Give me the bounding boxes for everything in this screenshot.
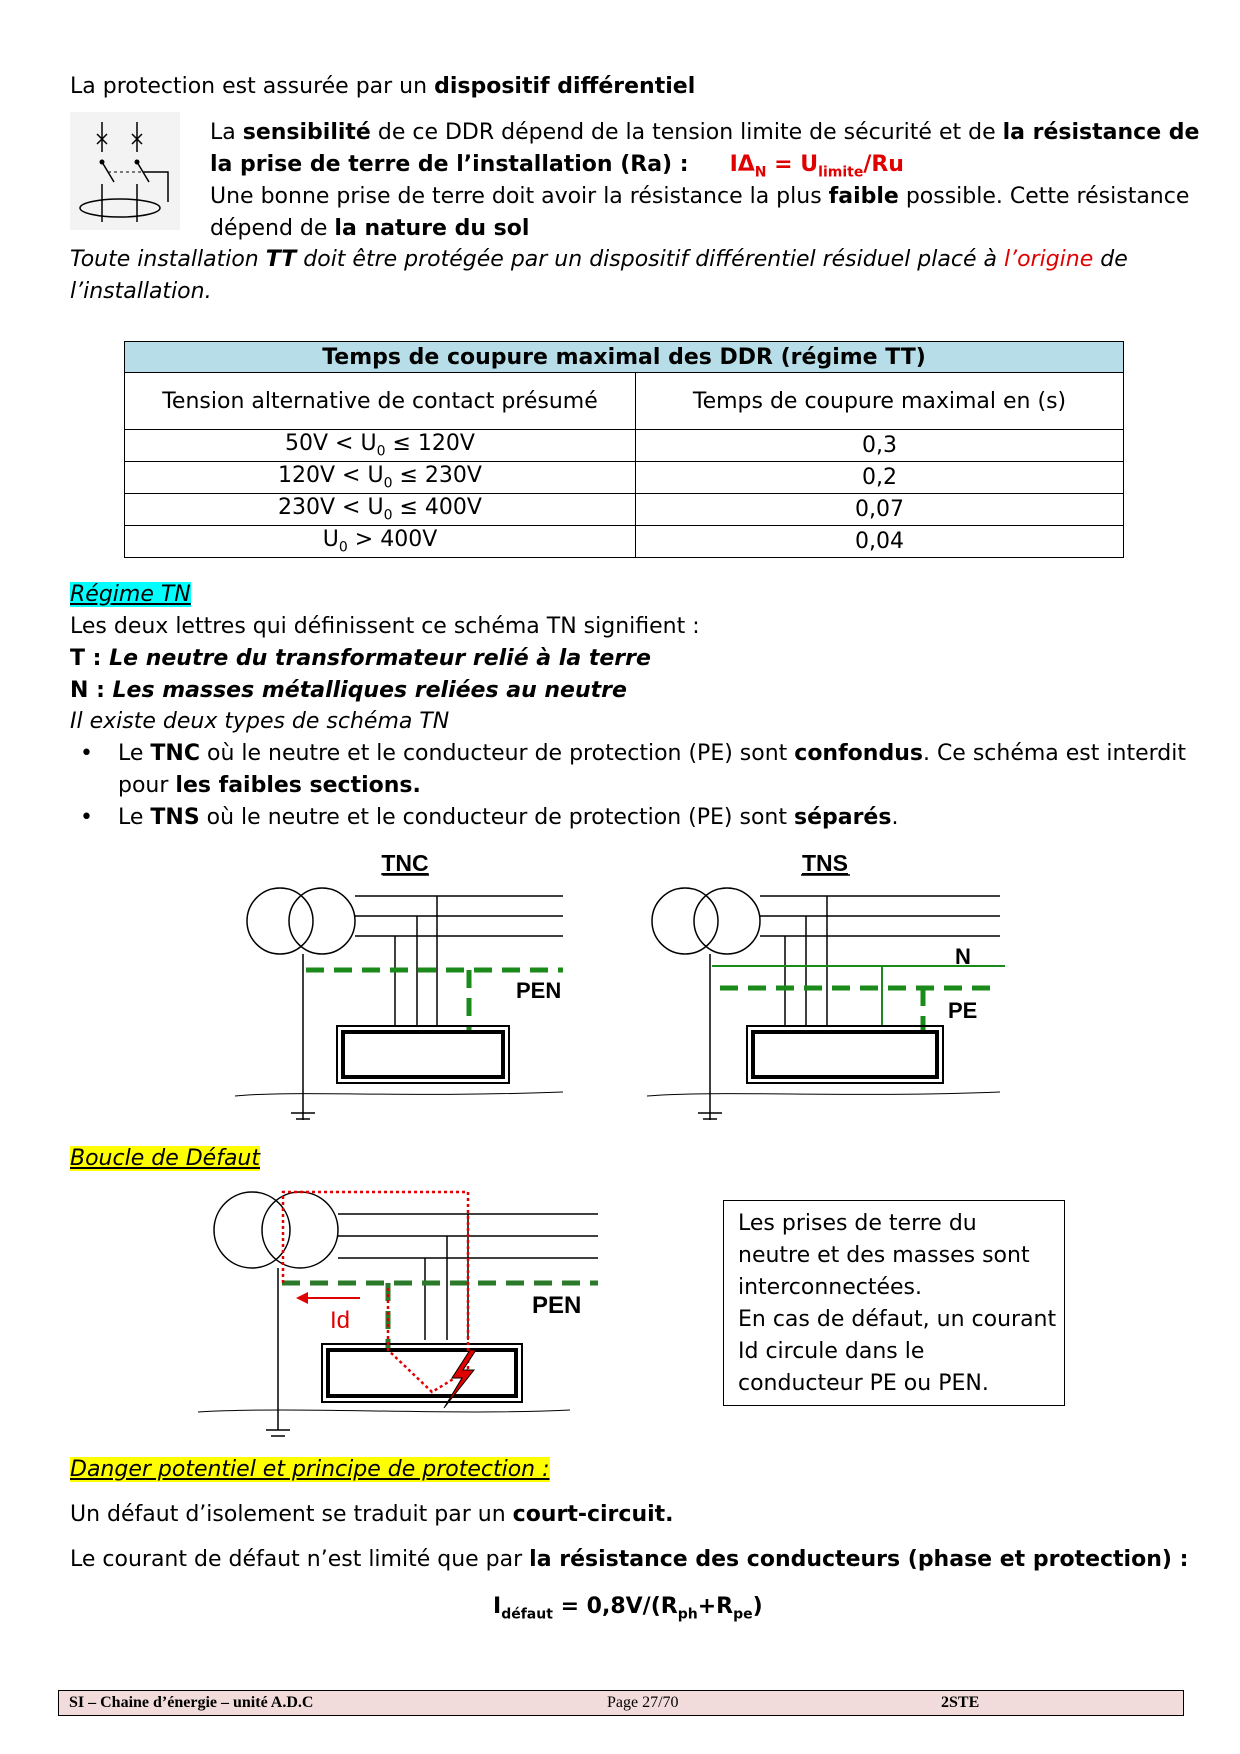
danger-heading <box>70 1454 550 1486</box>
text-bold: faible <box>828 184 899 209</box>
table-cell-voltage <box>125 462 636 494</box>
heading-text: Régime TN <box>70 582 191 607</box>
text-bold: TNC <box>150 741 200 766</box>
tns-title: TNS <box>802 850 848 876</box>
formula-idn <box>729 152 904 181</box>
intro-line <box>70 71 695 103</box>
table-cell-voltage <box>125 430 636 462</box>
intro-p6: l’installation. <box>70 279 212 304</box>
formula-sub: limite <box>818 164 864 181</box>
text: de <box>1093 247 1128 272</box>
cell-text: 50V < U <box>285 431 377 457</box>
table-cell-voltage <box>125 494 636 526</box>
fault-formula <box>493 1591 763 1630</box>
table-row <box>125 494 1124 526</box>
danger-line1 <box>70 1499 674 1531</box>
text: de ce DDR dépend de la tension limite de sécurité et de <box>370 120 1003 145</box>
cell-sub: 0 <box>383 507 393 524</box>
text-bold-italic: Les masses métalliques reliées au neutre <box>112 678 627 703</box>
text-bold: TNS <box>150 805 200 830</box>
text: pour <box>118 773 176 798</box>
text: où le neutre et le conducteur de protection (PE) sont <box>199 741 795 766</box>
text-bold: séparés <box>793 805 892 830</box>
text-bold: confondus <box>794 741 923 766</box>
formula-part: = 0,8V/(R <box>552 1594 678 1619</box>
bullet: • <box>80 741 93 766</box>
tn-line: Les deux lettres qui définissent ce schéma TN signifient : <box>70 614 700 639</box>
text: La <box>210 120 243 145</box>
bullet: • <box>80 805 93 830</box>
cell-text: > 400V <box>347 527 438 553</box>
heading-text: Danger potentiel et principe de protection : <box>70 1457 550 1482</box>
ddr-table <box>124 341 1124 558</box>
cell-sub: 0 <box>383 475 393 492</box>
intro-p1 <box>210 117 1199 149</box>
formula-sub: pe <box>733 1606 753 1623</box>
box-line: conducteur PE ou PEN. <box>738 1371 989 1396</box>
tn-line-t <box>70 643 651 675</box>
intro-p3 <box>210 181 1189 213</box>
cell-text: 230V < U <box>278 495 384 521</box>
text-bold: sensibilité <box>242 120 371 145</box>
table-cell-voltage <box>125 526 636 558</box>
text-bold: court-circuit. <box>512 1502 674 1527</box>
text: Toute installation <box>70 247 266 272</box>
table-header-voltage: Tension alternative de contact présumé <box>125 373 636 430</box>
tn-heading <box>70 579 191 611</box>
pen-label-boucle: PEN <box>532 1292 582 1319</box>
box-line: Id circule dans le <box>738 1339 925 1364</box>
table-row <box>125 462 1124 494</box>
text-bold: TT <box>265 247 297 272</box>
text: Une bonne prise de terre doit avoir la résistance la plus <box>210 184 829 209</box>
table-row <box>125 430 1124 462</box>
formula-part: = U <box>766 152 819 177</box>
text-bold: dispositif différentiel <box>434 74 696 99</box>
text: La protection est assurée par un <box>70 74 435 99</box>
text: Le <box>118 805 151 830</box>
table-cell-time: 0,3 <box>636 430 1124 462</box>
table-row <box>125 526 1124 558</box>
pe-label: PE <box>948 998 978 1023</box>
cell-sub: 0 <box>376 443 386 460</box>
intro-p4 <box>210 213 529 245</box>
page-footer <box>58 1690 1184 1716</box>
text-red: l’origine <box>1003 247 1094 272</box>
id-label: Id <box>330 1307 351 1334</box>
table-cell-time: 0,04 <box>636 526 1124 558</box>
cell-text: ≤ 230V <box>392 463 482 489</box>
intro-p5 <box>70 244 1128 276</box>
heading-text: Boucle de Défaut <box>70 1146 260 1171</box>
formula-part: /Ru <box>863 152 904 177</box>
text-bold: N : <box>70 678 113 703</box>
cell-text: ≤ 120V <box>385 431 475 457</box>
box-line: En cas de défaut, un courant <box>738 1307 1057 1332</box>
ddr-symbol-icon <box>70 112 180 230</box>
cell-text: 120V < U <box>278 463 384 489</box>
table-header-time: Temps de coupure maximal en (s) <box>636 373 1124 430</box>
tnc-tns-diagrams <box>0 840 1240 1130</box>
cell-sub: 0 <box>338 539 348 556</box>
formula-part: +R <box>697 1594 734 1619</box>
text-bold-italic: Le neutre du transformateur relié à la terre <box>109 646 651 671</box>
footer-right: 2STE <box>941 1694 980 1711</box>
text-bold: la résistance des conducteurs (phase et protection) : <box>529 1547 1189 1572</box>
formula-sub: défaut <box>501 1606 553 1623</box>
text: possible. Cette résistance <box>898 184 1190 209</box>
table-title: Temps de coupure maximal des DDR (régime TT) <box>125 342 1124 373</box>
text: Le <box>118 741 151 766</box>
formula-sub: N <box>754 164 767 181</box>
cell-text: ≤ 400V <box>392 495 482 521</box>
danger-line2 <box>70 1544 1188 1576</box>
text: Un défaut d’isolement se traduit par un <box>70 1502 513 1527</box>
tn-bullet-tnc <box>118 738 1186 770</box>
table-cell-time: 0,07 <box>636 494 1124 526</box>
tn-line-n <box>70 675 627 707</box>
pen-label: PEN <box>516 978 562 1003</box>
formula-sub: ph <box>677 1606 698 1623</box>
boucle-diagram <box>0 1180 620 1445</box>
text-bold: la prise de terre de l’installation (Ra) : <box>210 152 689 177</box>
formula-part: I <box>493 1594 502 1619</box>
cell-text: U <box>322 527 339 553</box>
boucle-heading <box>70 1143 260 1175</box>
text: Le courant de défaut n’est limité que par <box>70 1547 530 1572</box>
text: . <box>891 805 899 830</box>
tn-line: Il existe deux types de schéma TN <box>70 709 450 734</box>
text-bold: la résistance de <box>1002 120 1200 145</box>
page-number: Page 27/70 <box>607 1694 679 1711</box>
text: . Ce schéma est interdit <box>922 741 1186 766</box>
table-cell-time: 0,2 <box>636 462 1124 494</box>
boucle-info-box <box>723 1200 1065 1406</box>
formula-part: IΔ <box>729 152 755 177</box>
text: où le neutre et le conducteur de protection (PE) sont <box>199 805 794 830</box>
text-bold: la nature du sol <box>334 216 530 241</box>
n-label: N <box>955 944 971 969</box>
tn-bullet-tnc-cont <box>118 770 421 802</box>
footer-left: SI – Chaine d’énergie – unité A.D.C <box>69 1694 314 1711</box>
box-line: neutre et des masses sont <box>738 1243 1030 1268</box>
text: doit être protégée par un dispositif différentiel résiduel placé à <box>296 247 1004 272</box>
tn-bullet-tns <box>118 802 898 834</box>
text-bold: T : <box>70 646 110 671</box>
formula-part: ) <box>752 1594 763 1619</box>
box-line: interconnectées. <box>738 1275 923 1300</box>
box-line: Les prises de terre du <box>738 1211 977 1236</box>
text-bold: les faibles sections. <box>175 773 421 798</box>
tnc-title: TNC <box>381 850 429 876</box>
text: dépend de <box>210 216 335 241</box>
